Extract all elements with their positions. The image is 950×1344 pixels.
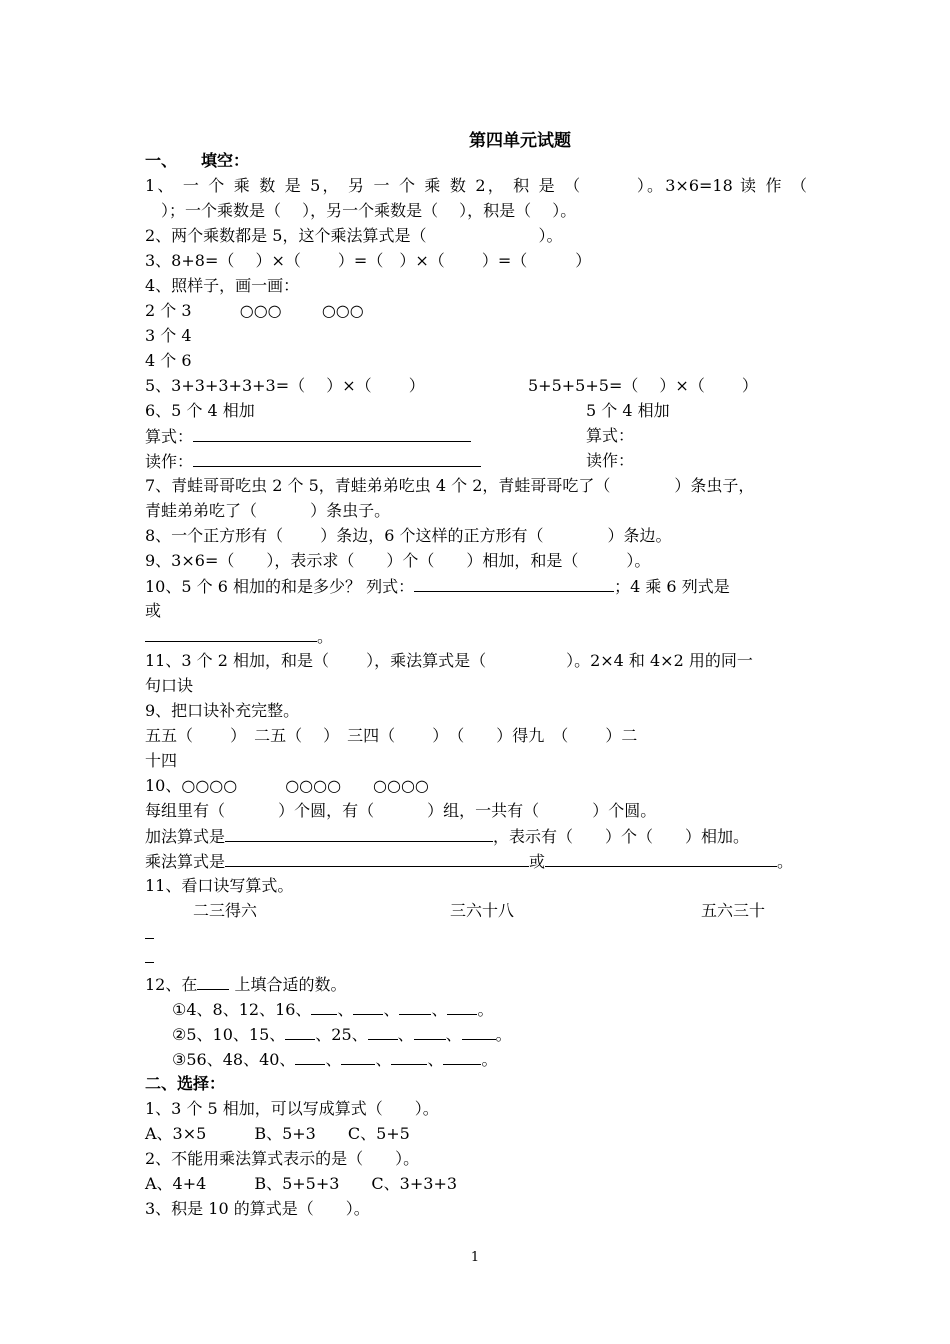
q10-text-b: ；4 乘 6 列式是 (614, 577, 730, 596)
separator: 、 (337, 1000, 354, 1019)
period: 。 (495, 1025, 512, 1044)
separator: 、 (325, 1050, 342, 1069)
q11b-c: 五六三十 (701, 901, 766, 920)
q11b-b: 三六十八 (450, 901, 515, 920)
section-1-heading: 一、 填空： (145, 151, 250, 170)
q4-c-label: 4 个 6 (145, 351, 192, 370)
q10-blank-2[interactable] (145, 625, 317, 642)
q12-3-blank[interactable] (443, 1048, 481, 1065)
choice-1: 1、3 个 5 相加，可以写成算式（ ）。 (145, 1099, 439, 1118)
separator: 、 (397, 1025, 414, 1044)
q12-2-blank[interactable] (285, 1023, 315, 1040)
q12-sample-blank (197, 973, 229, 990)
q12-row-1 (172, 998, 494, 1021)
q12-1-blank[interactable] (353, 998, 383, 1015)
q12-1-blank[interactable] (399, 998, 431, 1015)
question-2: 2、两个乘数都是 5，这个乘法算式是（ ）。 (145, 226, 563, 245)
separator: 、 (383, 1000, 400, 1019)
separator: 、 (351, 1025, 368, 1044)
q6-read-label-right: 读作： (586, 451, 635, 470)
q6-formula-row (145, 425, 471, 448)
q12-1-prefix: ①4、8、12、16、 (172, 1000, 312, 1019)
question-7-line2: 青蛙弟弟吃了（ ）条虫子。 (145, 501, 391, 520)
q4-a-circles-2: ○○○ (321, 301, 364, 320)
q12-2-mid: 25 (331, 1025, 352, 1044)
q10b-mul-end: 。 (777, 852, 794, 871)
q6-formula-blank[interactable] (193, 425, 471, 442)
question-8: 8、一个正方形有（ ）条边，6 个这样的正方形有（ ）条边。 (145, 526, 672, 545)
question-10b: 10、○○○○ ○○○○ ○○○○ (145, 776, 429, 795)
q6-formula-label-right: 算式： (586, 426, 635, 445)
q10b-mul-blank-2[interactable] (545, 850, 777, 867)
q10b-add-blank[interactable] (225, 825, 493, 842)
q10b-mul-row (145, 850, 793, 873)
q6-read-blank[interactable] (193, 450, 481, 467)
question-1-line1: 1、 一 个 乘 数 是 5， 另 一 个 乘 数 2， 积 是 （ ）。3×6=18 读 作 （ (145, 176, 807, 195)
question-5-left: 5、3+3+3+3+3=（ ）×（ ） (145, 376, 425, 395)
q12-row-3 (172, 1048, 498, 1071)
question-11-line1: 11、3 个 2 相加，和是（ ），乘法算式是（ ）。2×4 和 4×2 用的同一 (145, 651, 753, 670)
q12-tail: 上填合适的数。 (229, 975, 347, 994)
choice-2-options: A、4+4 B、5+5+3 C、3+3+3 (145, 1174, 458, 1193)
q6-read-label: 读作： (145, 452, 194, 471)
q12-3-blank[interactable] (391, 1048, 427, 1065)
question-6-left: 6、5 个 4 相加 (145, 401, 255, 420)
q6-read-row (145, 450, 481, 473)
page-title: 第四单元试题 (469, 131, 571, 151)
choice-3: 3、积是 10 的算式是（ ）。 (145, 1199, 370, 1218)
separator: 、 (375, 1050, 392, 1069)
q10-blank-1[interactable] (414, 575, 614, 592)
q10b-mul-or: 或 (529, 852, 546, 871)
q9b-line2: 十四 (145, 751, 178, 770)
q11b-a: 二三得六 (193, 901, 258, 920)
q11b-answer-line-2[interactable] (145, 962, 154, 963)
q4-b-label: 3 个 4 (145, 326, 192, 345)
choice-1-options: A、3×5 B、5+3 C、5+5 (145, 1124, 410, 1143)
separator: 、 (427, 1050, 444, 1069)
question-10-line3 (145, 625, 333, 648)
question-11b: 11、看口诀写算式。 (145, 876, 294, 895)
q4-a-circles-1: ○○○ (239, 301, 282, 320)
question-12 (145, 973, 346, 996)
q10-text: 10、5 个 6 相加的和是多少？ 列式： (145, 577, 415, 596)
question-9b: 9、把口诀补充完整。 (145, 701, 300, 720)
q12-2-blank[interactable] (368, 1023, 398, 1040)
question-1-line2: ）；一个乘数是（ ），另一个乘数是（ ），积是（ ）。 (145, 201, 577, 220)
q4-a-label: 2 个 3 (145, 301, 192, 320)
q9b-items: 五五（ ） 二五（ ） 三四（ ） （ ）得九 （ ）二 (145, 726, 638, 745)
question-3: 3、8+8=（ ）×（ ）=（ ）×（ ）=（ ） (145, 251, 592, 270)
q12-row-2 (172, 1023, 512, 1046)
q10b-mul-blank-1[interactable] (225, 850, 529, 867)
q12-text: 12、在 (145, 975, 198, 994)
q10b-add-tail: ，表示有（ ）个（ ）相加。 (493, 827, 750, 846)
page-number: 1 (470, 1250, 480, 1265)
choice-2: 2、不能用乘法算式表示的是（ ）。 (145, 1149, 420, 1168)
period: 。 (481, 1050, 498, 1069)
question-11-line2: 句口诀 (145, 676, 194, 695)
separator: 、 (431, 1000, 448, 1019)
q12-1-blank[interactable] (311, 998, 337, 1015)
question-9: 9、3×6=（ ），表示求（ ）个（ ）相加，和是（ ）。 (145, 551, 651, 570)
separator: 、 (445, 1025, 462, 1044)
q12-2-prefix: ②5、10、15、 (172, 1025, 286, 1044)
question-10-line1 (145, 575, 730, 598)
q12-3-blank[interactable] (295, 1048, 325, 1065)
q10b-add-label: 加法算式是 (145, 827, 226, 846)
q12-3-blank[interactable] (341, 1048, 375, 1065)
question-7-line1: 7、青蛙哥哥吃虫 2 个 5，青蛙弟弟吃虫 4 个 2，青蛙哥哥吃了（ ）条虫子， (145, 476, 755, 495)
period: 。 (477, 1000, 494, 1019)
q12-2-blank[interactable] (462, 1023, 496, 1040)
question-5-right: 5+5+5+5=（ ）×（ ） (528, 376, 758, 395)
separator: 、 (315, 1025, 332, 1044)
question-6-right: 5 个 4 相加 (586, 401, 670, 420)
section-2-heading: 二、选择： (145, 1074, 226, 1093)
question-4: 4、照样子，画一画： (145, 276, 300, 295)
q12-2-blank[interactable] (414, 1023, 446, 1040)
q10b-mul-label: 乘法算式是 (145, 852, 226, 871)
q10-end: 。 (317, 627, 334, 646)
q10b-add-row (145, 825, 749, 848)
question-4-row-a (145, 300, 364, 322)
q12-1-blank[interactable] (447, 998, 477, 1015)
q6-formula-label: 算式： (145, 427, 194, 446)
q12-3-prefix: ③56、48、40、 (172, 1050, 296, 1069)
q11b-answer-line-1[interactable] (145, 938, 154, 939)
q10b-line2: 每组里有（ ）个圆，有（ ）组，一共有（ ）个圆。 (145, 801, 657, 820)
q10-or: 或 (145, 601, 162, 620)
